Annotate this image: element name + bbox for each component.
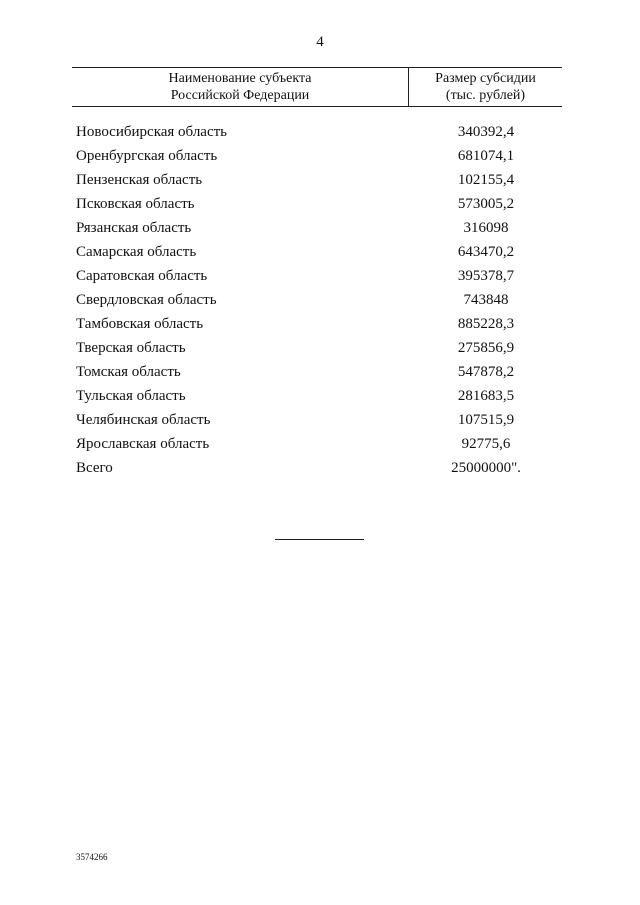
table-row (76, 194, 562, 218)
subsidy-amount: 281683,5 (457, 388, 515, 404)
subsidy-amount: 340392,4 (457, 124, 515, 140)
region-name: Ярославская область (76, 436, 210, 452)
total-label: Всего (76, 460, 113, 476)
table-row (76, 290, 562, 314)
document-code: 3574266 (76, 852, 108, 862)
subsidy-amount: 275856,9 (457, 340, 515, 356)
table-row (76, 146, 562, 170)
subsidy-amount: 92775,6 (461, 436, 511, 452)
header-region-name-line2: Российской Федерации (170, 88, 310, 103)
header-region-name-line1: Наименование субъекта (168, 71, 312, 86)
table-row (76, 338, 562, 362)
region-name: Челябинская область (76, 412, 211, 428)
table-row (76, 242, 562, 266)
total-amount: 25000000". (451, 460, 521, 476)
region-name: Рязанская область (76, 220, 192, 236)
subsidy-amount: 573005,2 (457, 196, 515, 212)
header-subsidy-amount (409, 70, 562, 104)
header-region-name (72, 70, 408, 104)
table-row (76, 434, 562, 458)
table-row (76, 386, 562, 410)
header-subsidy-amount-line2: (тыс. рублей) (445, 88, 526, 103)
table-row (76, 410, 562, 434)
subsidy-amount: 643470,2 (457, 244, 515, 260)
table-row (76, 266, 562, 290)
page-number: 4 (316, 34, 324, 50)
region-name: Томская область (76, 364, 181, 380)
table-row (76, 122, 562, 146)
subsidy-amount: 395378,7 (457, 268, 515, 284)
table-header (72, 67, 562, 107)
table-row-total (76, 458, 562, 482)
subsidy-amount: 102155,4 (457, 172, 515, 188)
table-body (76, 122, 562, 482)
region-name: Тульская область (76, 388, 186, 404)
region-name: Псковская область (76, 196, 195, 212)
region-name: Пензенская область (76, 172, 203, 188)
subsidy-amount: 681074,1 (457, 148, 515, 164)
table-row (76, 314, 562, 338)
region-name: Тверская область (76, 340, 186, 356)
region-name: Оренбургская область (76, 148, 218, 164)
table-row (76, 170, 562, 194)
region-name: Самарская область (76, 244, 197, 260)
header-subsidy-amount-line1: Размер субсидии (435, 71, 536, 86)
region-name: Свердловская область (76, 292, 217, 308)
region-name: Тамбовская область (76, 316, 204, 332)
subsidy-amount: 107515,9 (457, 412, 515, 428)
subsidy-amount: 743848 (463, 292, 509, 308)
subsidy-amount: 316098 (463, 220, 509, 236)
subsidy-amount: 885228,3 (457, 316, 515, 332)
end-of-document-rule (275, 539, 364, 540)
table-row (76, 218, 562, 242)
subsidy-amount: 547878,2 (457, 364, 515, 380)
region-name: Новосибирская область (76, 124, 228, 140)
region-name: Саратовская область (76, 268, 208, 284)
table-row (76, 362, 562, 386)
